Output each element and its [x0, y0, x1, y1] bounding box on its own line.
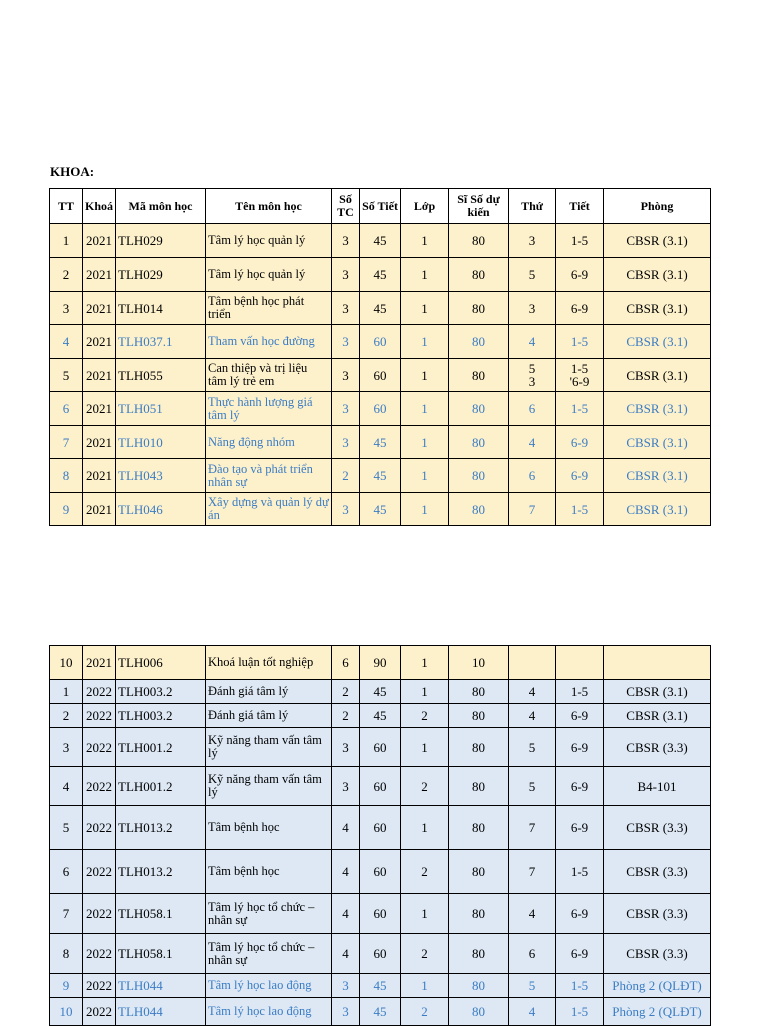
period-range-cell: 1-5 [556, 392, 604, 426]
row-number-cell: 3 [50, 728, 83, 767]
course-name-cell: Tâm lý học quản lý [206, 224, 332, 258]
row-number-cell: 5 [50, 806, 83, 850]
weekday-cell: 5 [509, 258, 556, 292]
cohort-year-cell: 2022 [83, 934, 116, 974]
expected-size-cell: 80 [449, 258, 509, 292]
header-si-so: Sĩ Số dự kiến [449, 189, 509, 224]
credits-cell: 3 [332, 392, 360, 426]
class-number-cell: 1 [401, 728, 449, 767]
table-row [50, 459, 711, 493]
credits-cell: 2 [332, 680, 360, 704]
weekday-cell: 6 [509, 392, 556, 426]
expected-size-cell: 80 [449, 728, 509, 767]
weekday-cell: 4 [509, 998, 556, 1026]
course-code-cell: TLH058.1 [116, 894, 206, 934]
periods-count-cell: 45 [360, 704, 401, 728]
header-tt: TT [50, 189, 83, 224]
table-row [50, 646, 711, 680]
periods-count-cell: 45 [360, 426, 401, 459]
expected-size-cell: 80 [449, 426, 509, 459]
header-ten-mon-hoc: Tên môn học [206, 189, 332, 224]
course-name-cell: Tâm lý học tổ chức – nhân sự [206, 934, 332, 974]
weekday-cell: 7 [509, 850, 556, 894]
room-cell: CBSR (3.1) [604, 459, 711, 493]
schedule-table-2022 [49, 645, 711, 1026]
course-name-cell: Tâm lý học tổ chức – nhân sự [206, 894, 332, 934]
periods-count-cell: 60 [360, 934, 401, 974]
room-cell: Phòng 2 (QLĐT) [604, 974, 711, 998]
cohort-year-cell: 2022 [83, 894, 116, 934]
header-thu: Thứ [509, 189, 556, 224]
table-row [50, 998, 711, 1026]
cohort-year-cell: 2021 [83, 359, 116, 392]
periods-count-cell: 90 [360, 646, 401, 680]
course-name-cell: Xây dựng và quản lý dự án [206, 493, 332, 526]
weekday-cell: 7 [509, 806, 556, 850]
class-number-cell: 1 [401, 325, 449, 359]
room-cell: Phòng 2 (QLĐT) [604, 998, 711, 1026]
weekday-cell: 6 [509, 459, 556, 493]
course-name-cell: Tâm bệnh học [206, 850, 332, 894]
period-range-cell: 6-9 [556, 459, 604, 493]
period-range-cell: 6-9 [556, 894, 604, 934]
table-row [50, 392, 711, 426]
row-number-cell: 4 [50, 767, 83, 806]
room-cell: CBSR (3.3) [604, 850, 711, 894]
class-number-cell: 1 [401, 258, 449, 292]
course-code-cell: TLH001.2 [116, 767, 206, 806]
weekday-cell: 4 [509, 704, 556, 728]
course-name-cell: Can thiệp và trị liệu tâm lý trẻ em [206, 359, 332, 392]
row-number-cell: 7 [50, 894, 83, 934]
period-range-cell: 1-5 [556, 974, 604, 998]
course-code-cell: TLH013.2 [116, 850, 206, 894]
row-number-cell: 8 [50, 459, 83, 493]
row-number-cell: 10 [50, 646, 83, 680]
room-cell: CBSR (3.3) [604, 728, 711, 767]
periods-count-cell: 45 [360, 258, 401, 292]
course-code-cell: TLH014 [116, 292, 206, 325]
room-cell: CBSR (3.3) [604, 806, 711, 850]
course-code-cell: TLH044 [116, 974, 206, 998]
cohort-year-cell: 2021 [83, 392, 116, 426]
expected-size-cell: 80 [449, 359, 509, 392]
expected-size-cell: 80 [449, 974, 509, 998]
row-number-cell: 4 [50, 325, 83, 359]
room-cell: CBSR (3.1) [604, 426, 711, 459]
period-range-cell: 6-9 [556, 934, 604, 974]
course-name-cell: Năng động nhóm [206, 426, 332, 459]
expected-size-cell: 80 [449, 850, 509, 894]
header-khoa: Khoá [83, 189, 116, 224]
credits-cell: 3 [332, 767, 360, 806]
course-code-cell: TLH058.1 [116, 934, 206, 974]
class-number-cell: 1 [401, 806, 449, 850]
credits-cell: 3 [332, 325, 360, 359]
periods-count-cell: 45 [360, 292, 401, 325]
weekday-cell: 6 [509, 934, 556, 974]
expected-size-cell: 80 [449, 292, 509, 325]
weekday-cell: 7 [509, 493, 556, 526]
period-range-cell: 6-9 [556, 258, 604, 292]
room-cell: CBSR (3.1) [604, 325, 711, 359]
cohort-year-cell: 2021 [83, 224, 116, 258]
cohort-year-cell: 2021 [83, 292, 116, 325]
course-code-cell: TLH044 [116, 998, 206, 1026]
course-code-cell: TLH037.1 [116, 325, 206, 359]
course-code-cell: TLH046 [116, 493, 206, 526]
period-range-cell: 6-9 [556, 728, 604, 767]
expected-size-cell: 80 [449, 459, 509, 493]
row-number-cell: 1 [50, 680, 83, 704]
expected-size-cell: 80 [449, 224, 509, 258]
class-number-cell: 1 [401, 392, 449, 426]
period-range-cell: 1-5 [556, 493, 604, 526]
table-row [50, 292, 711, 325]
course-name-cell: Tham vấn học đường [206, 325, 332, 359]
table-row [50, 767, 711, 806]
periods-count-cell: 60 [360, 728, 401, 767]
credits-cell: 3 [332, 426, 360, 459]
cohort-year-cell: 2021 [83, 459, 116, 493]
room-cell: CBSR (3.1) [604, 680, 711, 704]
course-code-cell: TLH001.2 [116, 728, 206, 767]
class-number-cell: 1 [401, 359, 449, 392]
expected-size-cell: 80 [449, 325, 509, 359]
periods-count-cell: 45 [360, 224, 401, 258]
class-number-cell: 1 [401, 974, 449, 998]
table-row [50, 325, 711, 359]
room-cell [604, 646, 711, 680]
credits-cell: 4 [332, 806, 360, 850]
class-number-cell: 1 [401, 646, 449, 680]
room-cell: CBSR (3.1) [604, 704, 711, 728]
course-code-cell: TLH010 [116, 426, 206, 459]
class-number-cell: 2 [401, 704, 449, 728]
course-code-cell: TLH051 [116, 392, 206, 426]
row-number-cell: 5 [50, 359, 83, 392]
periods-count-cell: 60 [360, 359, 401, 392]
cohort-year-cell: 2022 [83, 974, 116, 998]
table-row [50, 806, 711, 850]
row-number-cell: 3 [50, 292, 83, 325]
course-name-cell: Tâm bệnh học [206, 806, 332, 850]
periods-count-cell: 45 [360, 459, 401, 493]
credits-cell: 4 [332, 894, 360, 934]
period-range-cell: 6-9 [556, 806, 604, 850]
credits-cell: 3 [332, 258, 360, 292]
table-row [50, 493, 711, 526]
periods-count-cell: 60 [360, 767, 401, 806]
course-name-cell: Đào tạo và phát triển nhân sự [206, 459, 332, 493]
credits-cell: 3 [332, 998, 360, 1026]
header-ma-mon-hoc: Mã môn học [116, 189, 206, 224]
periods-count-cell: 60 [360, 325, 401, 359]
table-row [50, 426, 711, 459]
row-number-cell: 7 [50, 426, 83, 459]
table-row [50, 680, 711, 704]
table-row [50, 728, 711, 767]
periods-count-cell: 60 [360, 392, 401, 426]
table-row [50, 894, 711, 934]
room-cell: CBSR (3.1) [604, 493, 711, 526]
course-code-cell: TLH029 [116, 224, 206, 258]
cohort-year-cell: 2022 [83, 680, 116, 704]
cohort-year-cell: 2021 [83, 258, 116, 292]
header-phong: Phòng [604, 189, 711, 224]
header-lop: Lớp [401, 189, 449, 224]
row-number-cell: 9 [50, 493, 83, 526]
class-number-cell: 2 [401, 850, 449, 894]
expected-size-cell: 80 [449, 493, 509, 526]
period-range-cell: 1-5 [556, 850, 604, 894]
credits-cell: 2 [332, 704, 360, 728]
course-code-cell: TLH029 [116, 258, 206, 292]
class-number-cell: 2 [401, 934, 449, 974]
period-range-cell: 1-5 [556, 998, 604, 1026]
class-number-cell: 2 [401, 767, 449, 806]
class-number-cell: 1 [401, 292, 449, 325]
class-number-cell: 2 [401, 998, 449, 1026]
row-number-cell: 1 [50, 224, 83, 258]
course-name-cell: Đánh giá tâm lý [206, 704, 332, 728]
room-cell: CBSR (3.1) [604, 292, 711, 325]
expected-size-cell: 80 [449, 704, 509, 728]
schedule-table-2021 [49, 188, 711, 526]
periods-count-cell: 45 [360, 998, 401, 1026]
row-number-cell: 6 [50, 392, 83, 426]
table-row [50, 934, 711, 974]
weekday-cell: 4 [509, 426, 556, 459]
credits-cell: 2 [332, 459, 360, 493]
period-range-cell: 1-5 [556, 224, 604, 258]
weekday-cell: 5 [509, 767, 556, 806]
weekday-cell: 4 [509, 325, 556, 359]
course-code-cell: TLH055 [116, 359, 206, 392]
cohort-year-cell: 2022 [83, 767, 116, 806]
table-row [50, 704, 711, 728]
row-number-cell: 10 [50, 998, 83, 1026]
class-number-cell: 1 [401, 894, 449, 934]
header-so-tc: Số TC [332, 189, 360, 224]
expected-size-cell: 80 [449, 680, 509, 704]
cohort-year-cell: 2022 [83, 998, 116, 1026]
expected-size-cell: 80 [449, 767, 509, 806]
section-label: KHOA: [50, 164, 95, 179]
table-row [50, 359, 711, 392]
cohort-year-cell: 2021 [83, 426, 116, 459]
course-name-cell: Thực hành lượng giá tâm lý [206, 392, 332, 426]
credits-cell: 3 [332, 224, 360, 258]
cohort-year-cell: 2022 [83, 728, 116, 767]
expected-size-cell: 80 [449, 806, 509, 850]
cohort-year-cell: 2021 [83, 325, 116, 359]
room-cell: B4-101 [604, 767, 711, 806]
course-name-cell: Tâm lý học lao động [206, 998, 332, 1026]
course-name-cell: Đánh giá tâm lý [206, 680, 332, 704]
period-range-cell: 1-5 [556, 325, 604, 359]
table-row [50, 258, 711, 292]
header-so-tiet: Số Tiết [360, 189, 401, 224]
row-number-cell: 2 [50, 704, 83, 728]
expected-size-cell: 80 [449, 392, 509, 426]
row-number-cell: 9 [50, 974, 83, 998]
course-name-cell: Tâm bệnh học phát triển [206, 292, 332, 325]
header-tiet: Tiết [556, 189, 604, 224]
periods-count-cell: 60 [360, 850, 401, 894]
credits-cell: 3 [332, 974, 360, 998]
weekday-cell: 3 [509, 224, 556, 258]
room-cell: CBSR (3.1) [604, 258, 711, 292]
class-number-cell: 1 [401, 680, 449, 704]
periods-count-cell: 45 [360, 680, 401, 704]
class-number-cell: 1 [401, 224, 449, 258]
course-name-cell: Tâm lý học quản lý [206, 258, 332, 292]
credits-cell: 4 [332, 850, 360, 894]
course-name-cell: Tâm lý học lao động [206, 974, 332, 998]
room-cell: CBSR (3.1) [604, 359, 711, 392]
cohort-year-cell: 2022 [83, 850, 116, 894]
weekday-cell: 3 [509, 292, 556, 325]
expected-size-cell: 10 [449, 646, 509, 680]
course-name-cell: Khoá luận tốt nghiệp [206, 646, 332, 680]
cohort-year-cell: 2022 [83, 806, 116, 850]
room-cell: CBSR (3.3) [604, 934, 711, 974]
row-number-cell: 8 [50, 934, 83, 974]
period-range-cell: 6-9 [556, 426, 604, 459]
room-cell: CBSR (3.1) [604, 224, 711, 258]
row-number-cell: 6 [50, 850, 83, 894]
weekday-cell: 5 [509, 728, 556, 767]
course-code-cell: TLH003.2 [116, 704, 206, 728]
table-row [50, 850, 711, 894]
credits-cell: 3 [332, 493, 360, 526]
room-cell: CBSR (3.3) [604, 894, 711, 934]
period-range-cell [556, 646, 604, 680]
weekday-cell: 5 [509, 974, 556, 998]
row-number-cell: 2 [50, 258, 83, 292]
credits-cell: 3 [332, 292, 360, 325]
room-cell: CBSR (3.1) [604, 392, 711, 426]
periods-count-cell: 45 [360, 493, 401, 526]
course-code-cell: TLH003.2 [116, 680, 206, 704]
table-header-row [50, 189, 711, 224]
weekday-cell: 4 [509, 680, 556, 704]
course-code-cell: TLH006 [116, 646, 206, 680]
cohort-year-cell: 2021 [83, 493, 116, 526]
period-range-cell: 6-9 [556, 292, 604, 325]
periods-count-cell: 60 [360, 894, 401, 934]
periods-count-cell: 45 [360, 974, 401, 998]
period-range-cell: 6-9 [556, 767, 604, 806]
course-name-cell: Kỹ năng tham vấn tâm lý [206, 728, 332, 767]
expected-size-cell: 80 [449, 894, 509, 934]
expected-size-cell: 80 [449, 934, 509, 974]
credits-cell: 6 [332, 646, 360, 680]
course-code-cell: TLH013.2 [116, 806, 206, 850]
credits-cell: 3 [332, 728, 360, 767]
credits-cell: 4 [332, 934, 360, 974]
period-range-cell: 1-5 '6-9 [556, 359, 604, 392]
weekday-cell: 4 [509, 894, 556, 934]
weekday-cell [509, 646, 556, 680]
period-range-cell: 1-5 [556, 680, 604, 704]
table-row [50, 224, 711, 258]
class-number-cell: 1 [401, 493, 449, 526]
credits-cell: 3 [332, 359, 360, 392]
table-row [50, 974, 711, 998]
class-number-cell: 1 [401, 459, 449, 493]
course-code-cell: TLH043 [116, 459, 206, 493]
expected-size-cell: 80 [449, 998, 509, 1026]
period-range-cell: 6-9 [556, 704, 604, 728]
cohort-year-cell: 2021 [83, 646, 116, 680]
course-name-cell: Kỹ năng tham vấn tâm lý [206, 767, 332, 806]
class-number-cell: 1 [401, 426, 449, 459]
cohort-year-cell: 2022 [83, 704, 116, 728]
weekday-cell: 5 3 [509, 359, 556, 392]
periods-count-cell: 60 [360, 806, 401, 850]
